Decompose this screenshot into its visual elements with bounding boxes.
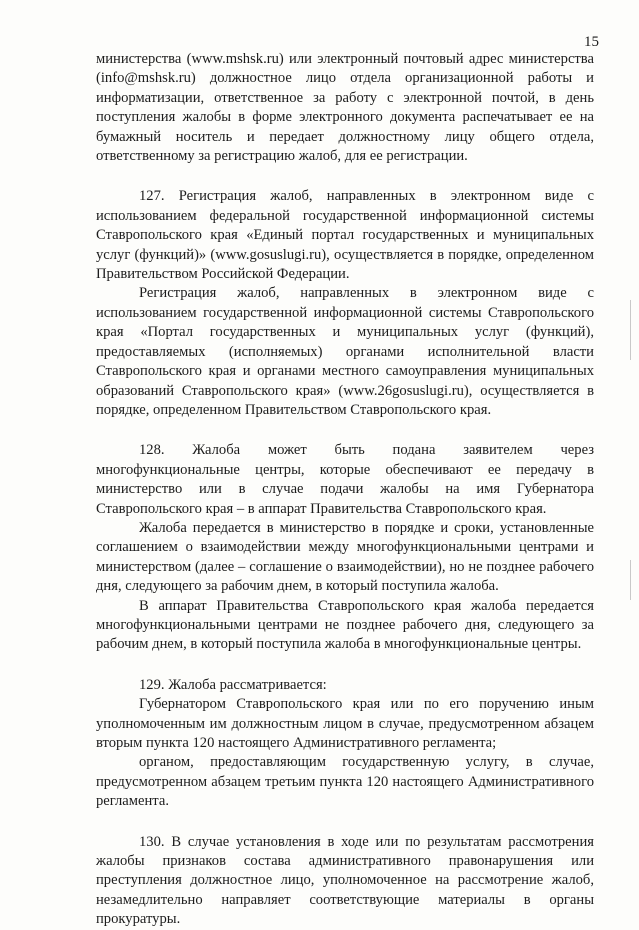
- paragraph-129-item-1: Губернатором Ставропольского края или по его поручению иным уполномоченным им должностным лицом в случае, предусмотренном абзацем вторым пункта 120 настоящего Административного регламента;: [96, 696, 594, 751]
- document-body: [96, 50, 594, 930]
- paragraph-128-part-2: Жалоба передается в министерство в порядке и сроки, установленные соглашением о взаимодействии между многофункциональными центрами и министерством (далее – соглашение о взаимодействии), но не позднее рабочего дня, следующего за рабочим днем, в который поступила жалоба.: [96, 519, 594, 595]
- paragraph-128-part-3: В аппарат Правительства Ставропольского края жалоба передается многофункциональными центрами не позднее рабочего дня, следующего за рабочим днем, в который поступила жалоба в многофункциональные центры.: [96, 597, 594, 653]
- paragraph-127-part-2: Регистрация жалоб, направленных в электронном виде с использованием государственной информационной системы Ставропольского края «Портал государственных и муниципальных услуг (функций), предоставляемых (исполняемых) органами исполнительной власти Ставропольского края и органами местного самоуправления муниципальных образований Ставропольского края» (www.26gosuslugi.ru), осуществляется в порядке, определенном Правительством Ставропольского края.: [96, 285, 594, 418]
- page-number: 15: [584, 34, 599, 50]
- scan-edge-mark: [630, 300, 631, 360]
- paragraph-129-item-2: органом, предоставляющим государственную услугу, в случае, предусмотренном абзацем третьим пункта 120 настоящего Административного регламента.: [96, 754, 594, 810]
- paragraph-129: 129. Жалоба рассматривается:: [139, 676, 327, 693]
- paragraph-128: 128. Жалоба может быть подана заявителем через многофункциональные центры, которые обеспечивают ее передачу в министерство или в случае подачи жалобы на имя Губернатора Ставропольского края – в аппарат Правительства Ставропольского края.: [96, 442, 594, 517]
- paragraph-continuation: министерства (www.mshsk.ru) или электронный почтовый адрес министерства (info@mshsk.ru) должностное лицо отдела организационной работы и информатизации, ответственное за работу с электронной почтой, в день поступления жалобы в форме электронного документа распечатывает ее на бумажный носитель и передает должностному лицу общего отдела, ответственному за регистрацию жалоб, для ее регистрации.: [96, 51, 594, 165]
- paragraph-130: 130. В случае установления в ходе или по результатам рассмотрения жалобы признаков состава административного правонарушения или преступления должностное лицо, уполномоченное на рассмотрение жалоб, незамедлительно направляет соответствующие материалы в органы прокуратуры.: [96, 833, 594, 928]
- paragraph-127: 127. Регистрация жалоб, направленных в электронном виде с использованием федеральной государственной информационной системы Ставропольского края «Единый портал государственных и муниципальных услуг (функций)» (www.gosuslugi.ru), осуществляется в порядке, определенном Правительством Российской Федерации.: [96, 188, 594, 283]
- scan-edge-mark: [630, 560, 631, 600]
